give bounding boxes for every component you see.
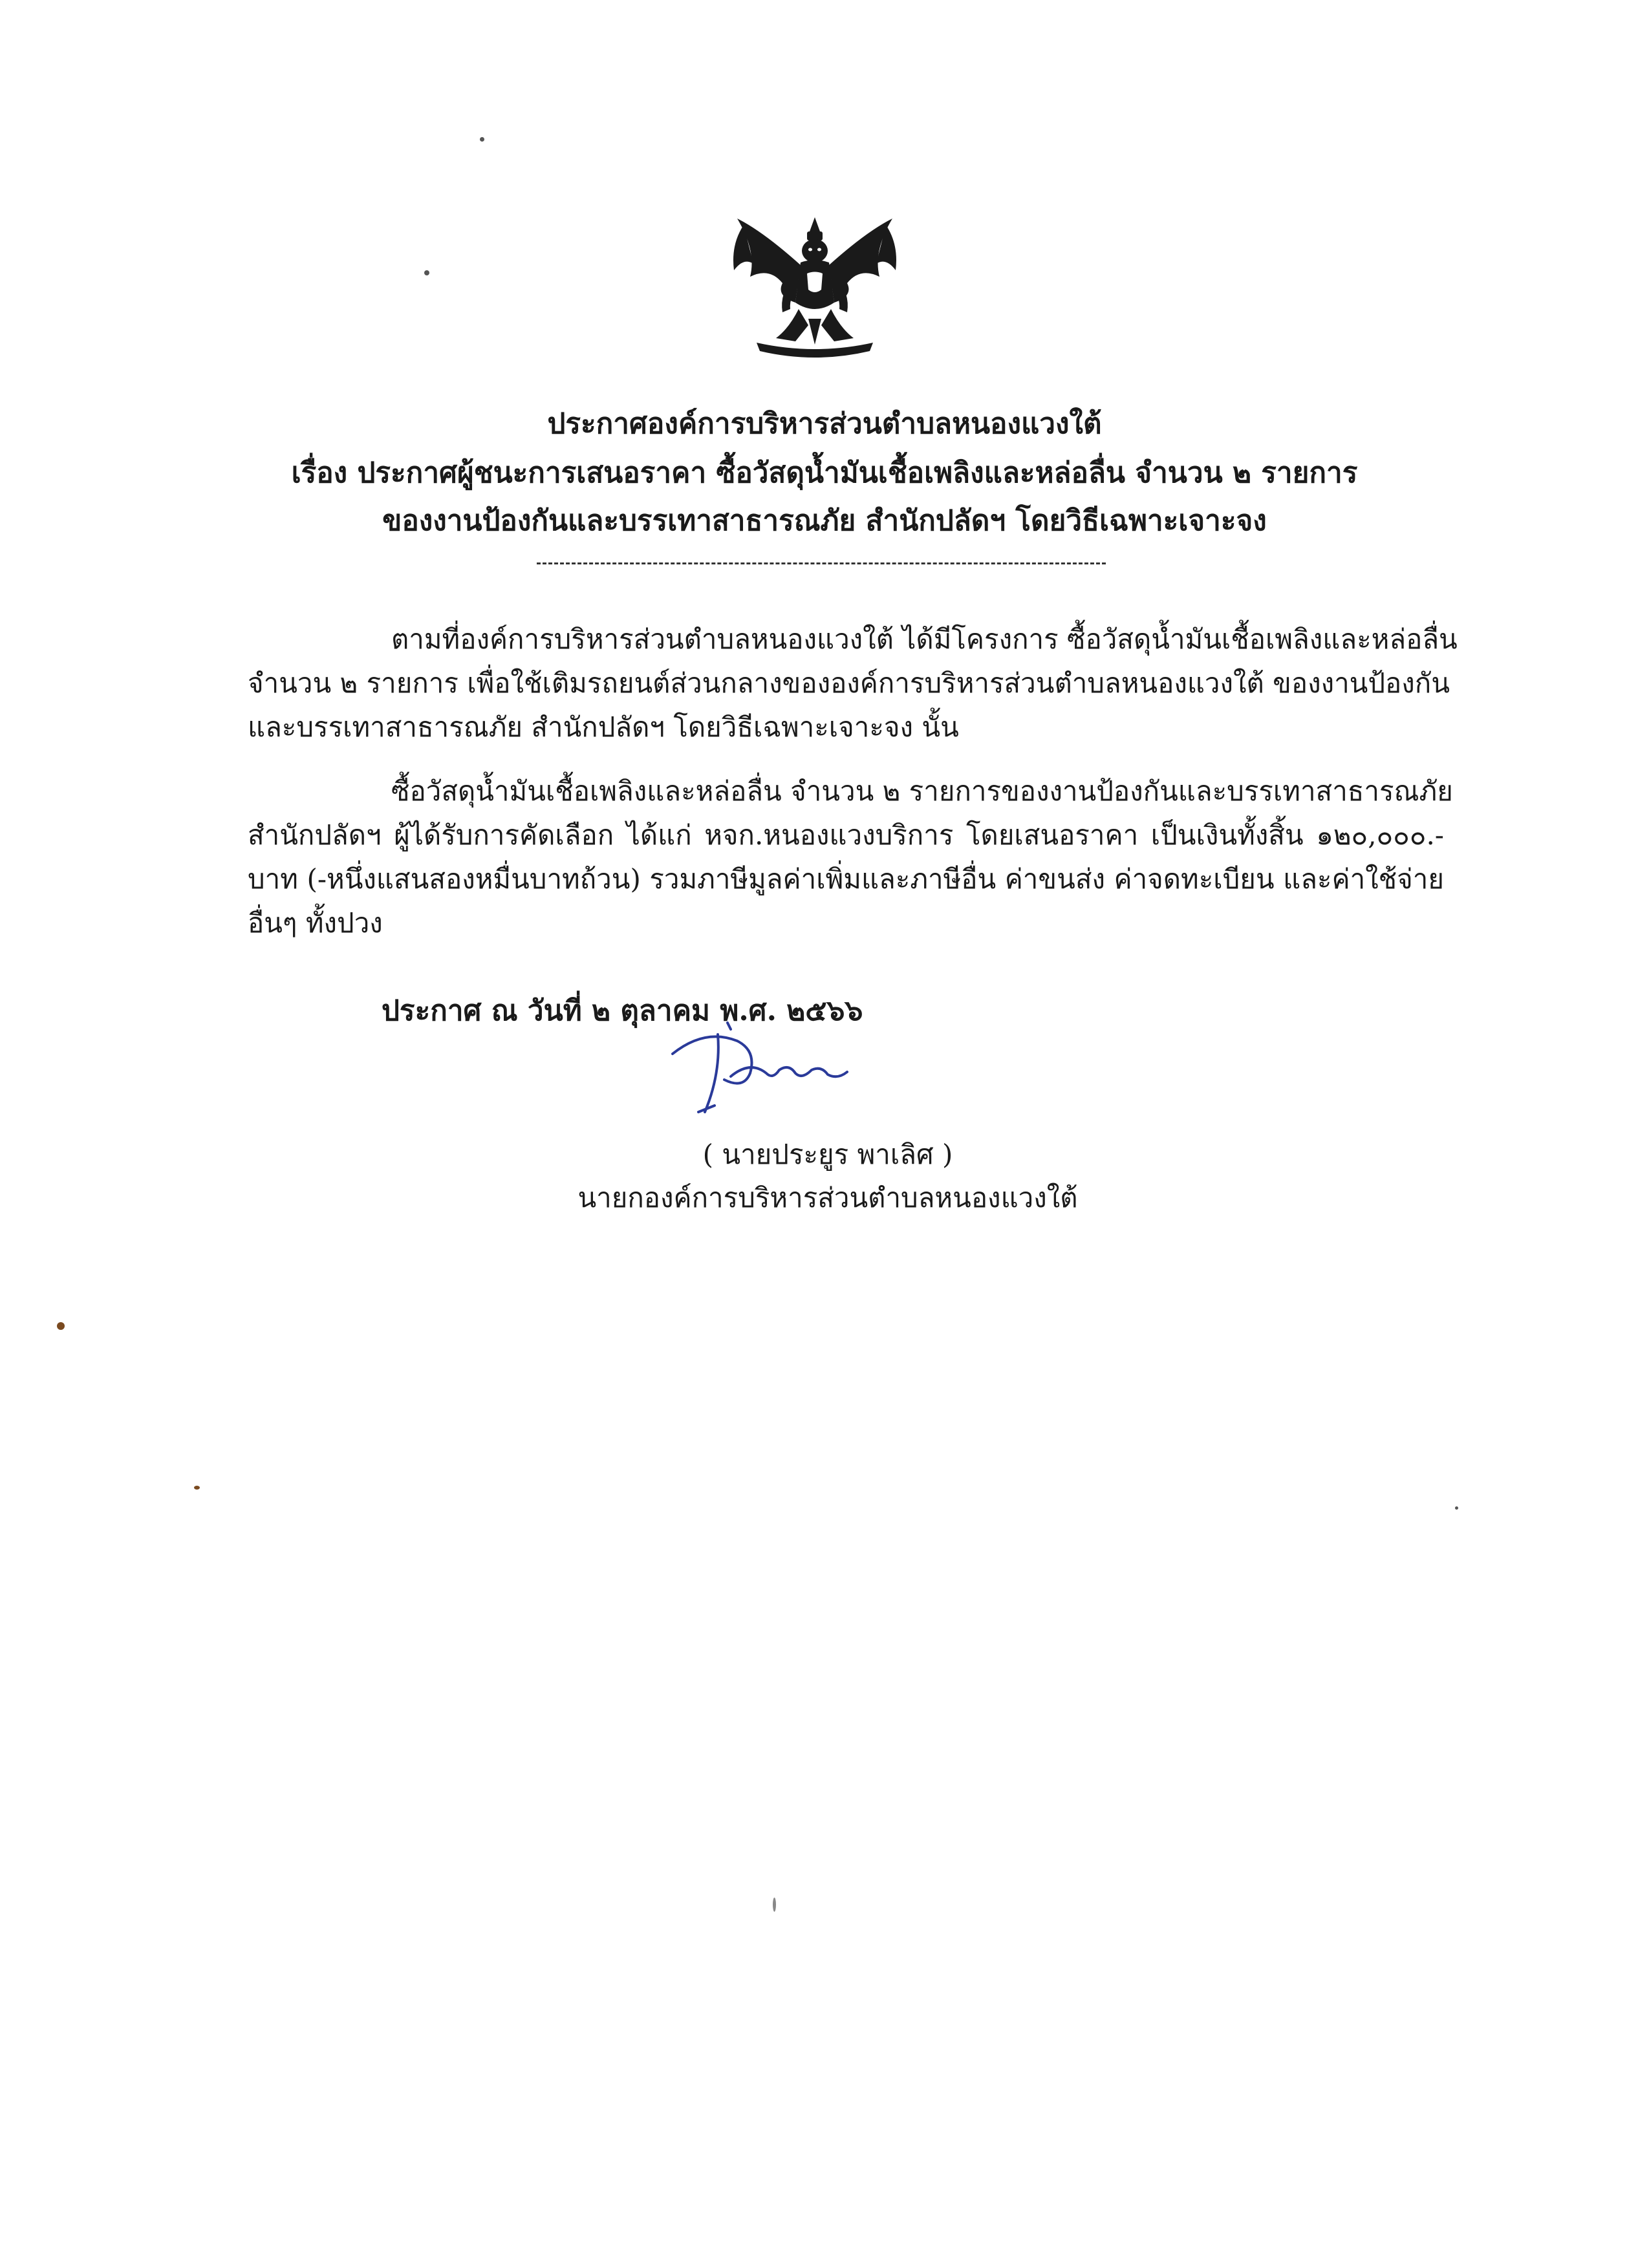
paragraph-line: สำนักปลัดฯ ผู้ได้รับการคัดเลือก ได้แก่ หจก.หนองแวงบริการ โดยเสนอราคา เป็นเงินทั้งสิ้น ๑๒๐,๐๐๐.-: [248, 819, 1444, 851]
scan-speck: [773, 1898, 776, 1912]
scan-speck: [480, 137, 484, 142]
paragraph-line: ตามที่องค์การบริหารส่วนตำบลหนองแวงใต้ ได้มีโครงการ ซื้อวัสดุน้ำมันเชื้อเพลิงและหล่อลื่น: [391, 623, 1458, 655]
paragraph-line: อื่นๆ ทั้งปวง: [248, 907, 383, 939]
announcement-date: ประกาศ ณ วันที่ ๒ ตุลาคม พ.ศ. ๒๕๖๖: [382, 994, 863, 1027]
scan-speck: [424, 270, 429, 275]
scan-speck: [194, 1486, 200, 1490]
handwritten-signature: [666, 1015, 912, 1125]
garuda-emblem-icon: [718, 206, 912, 367]
paragraph-line: ซื้อวัสดุน้ำมันเชื้อเพลิงและหล่อลื่น จำนวน ๒ รายการของงานป้องกันและบรรเทาสาธารณภัย: [391, 775, 1453, 807]
scan-speck: [57, 1322, 65, 1330]
announcement-title: ประกาศองค์การบริหารส่วนตำบลหนองแวงใต้: [547, 407, 1102, 440]
scan-speck: [1455, 1506, 1458, 1510]
paragraph-background: [248, 617, 1458, 749]
paragraph-line: และบรรเทาสาธารณภัย สำนักปลัดฯ โดยวิธีเฉพาะเจาะจง นั้น: [248, 711, 959, 743]
paragraph-line: จำนวน ๒ รายการ เพื่อใช้เติมรถยนต์ส่วนกลางขององค์การบริหารส่วนตำบลหนองแวงใต้ ของงานป้องกัน: [248, 667, 1450, 699]
paragraph-line: บาท (-หนึ่งแสนสองหมื่นบาทถ้วน) รวมภาษีมูลค่าเพิ่มและภาษีอื่น ค่าขนส่ง ค่าจดทะเบียน และค่าใช้จ่าย: [248, 863, 1444, 895]
signer-title: นายกองค์การบริหารส่วนตำบลหนองแวงใต้: [577, 1182, 1078, 1214]
signer-name: ( นายประยูร พาเลิศ ): [702, 1139, 953, 1170]
paragraph-award: [248, 769, 1453, 945]
announcement-subject: เรื่อง ประกาศผู้ชนะการเสนอราคา ซื้อวัสดุน้ำมันเชื้อเพลิงและหล่อลื่น จำนวน ๒ รายการ: [291, 456, 1358, 489]
title-divider: [537, 562, 1106, 564]
announcement-subject-continued: ของงานป้องกันและบรรเทาสาธารณภัย สำนักปลัดฯ โดยวิธีเฉพาะเจาะจง: [382, 504, 1267, 537]
